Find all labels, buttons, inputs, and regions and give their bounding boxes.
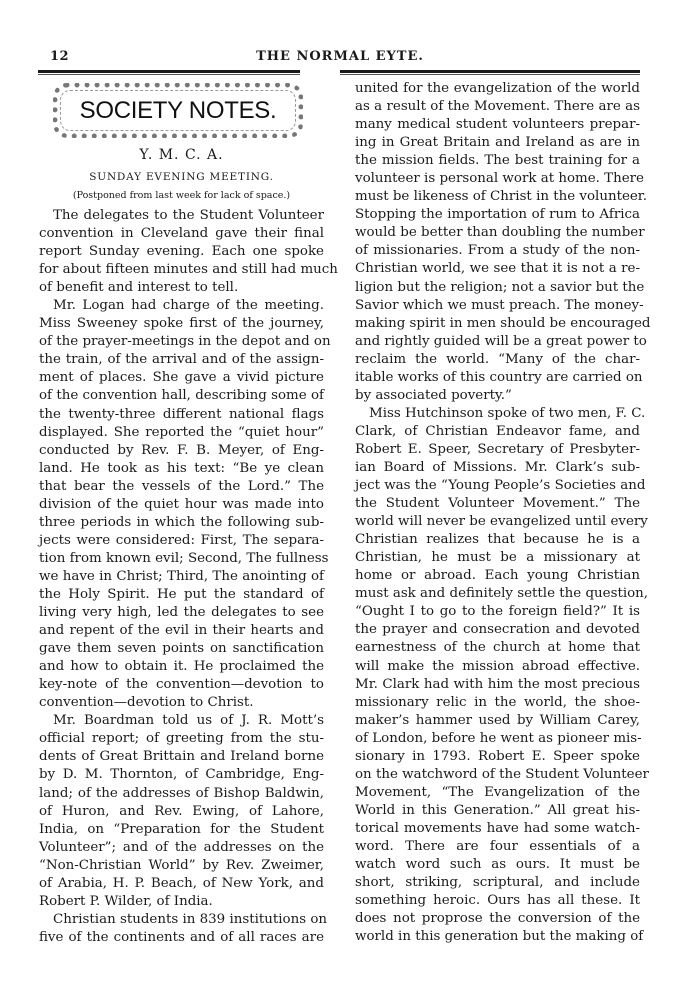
text-line: Movement, “The Evangelization of the [355,784,640,800]
text-line: home or abroad. Each young Christian [355,568,640,584]
section-title: SOCIETY NOTES. [79,96,277,124]
text-line: maker’s hammer used by William Carey, [355,712,640,728]
text-line: by associated poverty.” [355,387,512,403]
text-line: ject was the “Young People’s Societies and [355,478,646,494]
text-line: the Holy Spirit. He put the standard of [39,586,324,602]
text-line: of benefit and interest to tell. [39,280,239,296]
text-line: of Arabia, H. P. Beach, of New York, and [39,875,324,891]
text-line: of missionaries. From a study of the non- [355,243,640,259]
text-line: the twenty-three different national flags [39,406,324,422]
text-line: the Student Volunteer Movement.” The [355,496,640,512]
meeting-subheading: SUNDAY EVENING MEETING. [89,171,274,183]
text-line: Volunteer”; and of the addresses on the [39,839,324,855]
text-line: word. There are four essentials of a [355,838,640,854]
text-line: land. He took as his text: “Be ye clean [39,460,324,476]
text-line: ian Board of Missions. Mr. Clark’s sub- [355,459,640,475]
section-title-ornamental-frame [53,83,303,138]
text-line: “Non-Christian World” by Rev. Zweimer, [39,857,324,873]
text-line: of Huron, and Rev. Ewing, of Lahore, [39,803,324,819]
text-line: convention—devotion to Christ. [39,695,254,711]
text-line: gave them seven points on sanctification [39,641,324,657]
text-line: on the watchword of the Student Volunteer [355,766,649,782]
journal-title: THE NORMAL EYTE. [256,49,424,64]
text-line: living very high, led the delegates to see [39,605,324,621]
text-line: earnestness of the church at home that [355,640,640,656]
text-line: world in this generation but the making of [355,929,644,945]
text-line: Mr. Logan had charge of the meeting. [53,298,324,314]
text-line: of the prayer-meetings in the depot and on [39,334,331,350]
text-line: and repent of the evil in their hearts and [39,623,324,639]
text-line: Miss Sweeney spoke first of the journey, [39,316,324,332]
text-line: World in this Generation.” All great his- [355,802,640,818]
text-line: Savior which we must preach. The money- [355,297,644,313]
page-number: 12 [50,49,70,64]
text-line: Miss Hutchinson spoke of two men, F. C. [369,405,646,421]
text-line: must ask and definitely settle the question, [355,586,649,602]
text-line: “Ought I to go to the foreign field?” It is [355,604,640,620]
text-line: jects were considered: First, The separa- [39,532,324,548]
text-line: The delegates to the Student Volunteer [53,208,324,223]
text-line: sionary in 1793. Robert E. Speer spoke [355,748,640,764]
text-line: itable works of this country are carried on [355,369,643,385]
text-line: by D. M. Thornton, of Cambridge, Eng- [39,767,324,783]
text-line: Christian world, we see that it is not a re- [355,261,640,277]
text-line: that bear the vessels of the Lord.” The [39,478,324,494]
text-line: ligion but the religion; not a savior but the [355,279,645,295]
text-line: tion from known evil; Second, The fullness [39,550,329,566]
text-line: as a result of the Movement. There are as [355,99,640,115]
text-line: Christian students in 839 institutions on [53,911,328,927]
text-line: official report; of greeting from the stu- [39,731,324,747]
text-line: of the convention hall, describing some of [39,388,324,404]
text-line: the prayer and consecration and devoted [355,622,640,638]
text-line: volunteer is personal work at home. There [355,171,644,187]
text-line: making spirit in men should be encouraged [355,315,651,331]
text-line: key-note of the convention—devotion to [39,677,324,693]
text-line: does not proprose the conversion of the [355,911,640,927]
text-line: Robert E. Speer, Secretary of Presbyter- [355,441,640,457]
text-line: world will never be evangelized until every [355,514,648,530]
text-line: conducted by Rev. F. B. Meyer, of Eng- [39,442,324,458]
text-line: united for the evangelization of the world [355,81,640,96]
text-line: Mr. Boardman told us of J. R. Mott’s [53,713,324,729]
text-line: displayed. She reported the “quiet hour” [39,424,324,440]
text-line: we have in Christ; Third, The anointing of [39,568,324,584]
text-line: and rightly guided will be a great power to [355,333,647,349]
text-line: reclaim the world. “Many of the char- [355,351,640,367]
text-line: the mission fields. The best training for a [355,153,640,169]
right-column [355,80,651,946]
text-line: watch word such as ours. It must be [355,857,640,873]
text-line: short, striking, scriptural, and include [355,875,640,891]
header-rule-thin [340,74,640,75]
postponed-note: (Postponed from last week for lack of space.) [72,190,291,201]
left-column [39,207,338,947]
text-line: division of the quiet hour was made into [39,496,324,512]
text-line: many medical student volunteers prepar- [355,117,640,133]
text-line: ing in Great Britain and Ireland as are in [355,135,640,151]
organization-heading: Y. M. C. A. [139,147,224,163]
text-line: Stopping the importation of rum to Africa [355,207,640,223]
text-line: three periods in which the following sub- [39,514,324,530]
text-line: Mr. Clark had with him the most precious [355,676,640,692]
text-line: missionary relic in the world, the shoe- [355,694,640,710]
text-line: would be better than doubling the number [355,225,645,241]
text-line: ment of places. She gave a vivid picture [39,370,324,386]
text-line: five of the continents and of all races are [39,929,324,945]
text-line: India, on “Preparation for the Student [39,821,324,837]
text-line: convention in Cleveland gave their final [39,226,324,242]
text-line: torical movements have had some watch- [355,820,640,836]
text-line: the train, of the arrival and of the assign- [39,352,324,368]
header-rule-thin [38,74,300,75]
text-line: of London, before he went as pioneer mis- [355,730,642,746]
text-line: for about fifteen minutes and still had much [39,262,338,278]
header-rule [340,70,640,73]
page-header [38,49,642,69]
text-line: Christian, he must be a missionary at [355,550,640,566]
text-line: Robert P. Wilder, of India. [39,893,213,909]
text-line: Clark, of Christian Endeavor fame, and [355,423,640,439]
text-line: Christian realizes that because he is a [355,532,640,548]
text-line: report Sunday evening. Each one spoke [39,244,324,260]
text-line: and how to obtain it. He proclaimed the [39,659,324,675]
text-line: dents of Great Brittain and Ireland borne [39,749,324,765]
text-line: will make the mission abroad effective. [355,658,640,674]
header-rule [38,70,300,73]
text-line: something heroic. Ours has all these. It [355,893,640,909]
text-line: land; of the addresses of Bishop Baldwin, [39,785,324,801]
text-line: must be likeness of Christ in the volunteer. [355,189,647,205]
